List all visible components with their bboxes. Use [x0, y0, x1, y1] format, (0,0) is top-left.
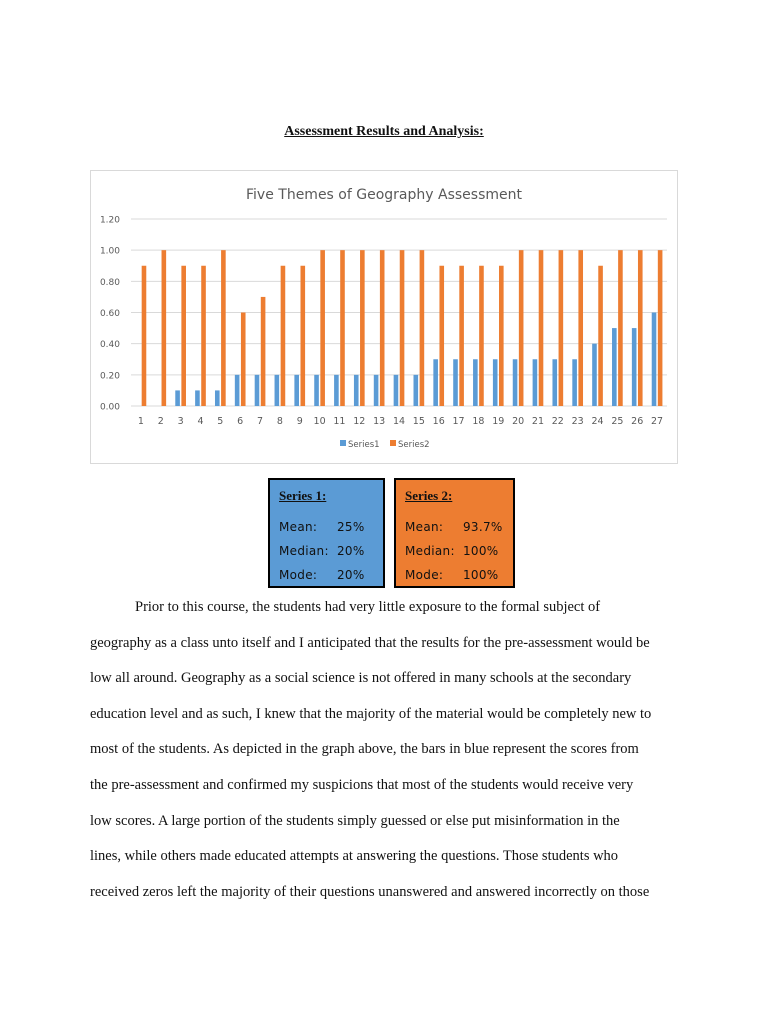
x-tick-label: 6	[237, 416, 244, 427]
x-tick-label: 14	[392, 416, 406, 427]
bar-series2-22	[559, 250, 564, 406]
paragraph-line: Prior to this course, the students had very little exposure to the formal subject of	[135, 599, 601, 615]
paragraph-line: received zeros left the majority of their questions unanswered and answered incorrectly on those	[90, 883, 650, 900]
x-tick-label: 2	[157, 416, 164, 427]
bar-series2-25	[618, 250, 623, 406]
series2-median-value: 100%	[463, 544, 499, 558]
bar-series2-26	[638, 250, 643, 406]
y-tick-label: 0.80	[99, 277, 120, 288]
series1-median-value: 20%	[337, 544, 365, 558]
x-tick-label: 19	[492, 416, 505, 427]
paragraph-line: geography as a class unto itself and I anticipated that the results for the pre-assessment would be	[90, 634, 650, 651]
x-tick-label: 3	[177, 416, 184, 427]
paragraph-line: lines, while others made educated attempts at answering the questions. Those students who	[90, 848, 619, 865]
x-tick-label: 9	[296, 416, 303, 427]
bar-series1-14	[394, 375, 399, 406]
series1-stats-title: Series 1:	[279, 488, 327, 503]
x-tick-label: 25	[611, 416, 624, 427]
series1-mode-label: Mode:	[279, 568, 318, 582]
bar-series1-9	[294, 375, 299, 406]
bar-series1-19	[493, 359, 498, 406]
bar-series1-4	[195, 390, 200, 406]
bar-series1-26	[632, 328, 637, 406]
paragraph-line: the pre-assessment and confirmed my suspicions that most of the students would receive very	[90, 776, 634, 793]
y-tick-label: 0.40	[99, 340, 120, 351]
series1-mean-row	[279, 518, 374, 542]
bar-series2-1	[142, 266, 147, 406]
series1-mode-value: 20%	[337, 568, 365, 582]
series1-mean-label: Mean:	[279, 520, 318, 534]
x-tick-label: 8	[276, 416, 283, 427]
bar-series2-13	[380, 250, 385, 406]
x-tick-label: 13	[373, 416, 386, 427]
bar-series1-18	[473, 359, 478, 406]
series2-mode-value: 100%	[463, 568, 499, 582]
bar-series2-19	[499, 266, 504, 406]
bar-series2-23	[578, 250, 583, 406]
analysis-paragraph	[90, 590, 682, 910]
y-tick-label: 0.00	[99, 402, 120, 413]
x-tick-label: 21	[531, 416, 545, 427]
y-tick-label: 0.60	[99, 309, 120, 319]
bar-series2-12	[360, 250, 365, 406]
legend-swatch-series1	[340, 440, 346, 446]
x-tick-label: 17	[452, 416, 465, 427]
bar-series2-10	[320, 250, 325, 406]
bar-series2-6	[241, 313, 246, 407]
bar-series2-27	[658, 250, 663, 406]
chart-title: Five Themes of Geography Assessment	[246, 187, 522, 203]
paragraph-line: education level and as such, I knew that the majority of the material would be completely new to	[90, 705, 652, 722]
page-heading: Assessment Results and Analysis:	[284, 124, 484, 139]
x-tick-label: 1	[137, 416, 144, 427]
x-tick-label: 7	[257, 416, 264, 427]
x-tick-label: 26	[631, 416, 644, 427]
x-tick-label: 5	[217, 416, 224, 427]
x-tick-label: 22	[551, 416, 564, 427]
bar-series1-13	[374, 375, 379, 406]
series2-stats-title: Series 2:	[405, 488, 453, 503]
bar-series1-27	[652, 313, 657, 407]
x-tick-label: 4	[197, 416, 204, 427]
y-tick-label: 1.00	[99, 246, 120, 257]
series2-mode-row	[405, 566, 504, 590]
bar-series2-21	[539, 250, 544, 406]
legend-swatch-series2	[390, 440, 396, 446]
series2-mode-label: Mode:	[405, 568, 444, 582]
series2-mean-value: 93.7%	[463, 520, 503, 534]
paragraph-line: low scores. A large portion of the students simply guessed or else put misinformation in the	[90, 812, 620, 829]
series2-stats-box	[394, 478, 515, 588]
y-tick-label: 1.20	[99, 215, 120, 226]
x-tick-label: 27	[651, 416, 664, 427]
x-tick-label: 24	[591, 416, 604, 427]
legend-label-series1: Series1	[348, 440, 380, 450]
bar-series2-2	[162, 250, 167, 406]
bar-series1-11	[334, 375, 339, 406]
series1-median-label: Median:	[279, 544, 329, 558]
bar-series1-10	[314, 375, 319, 406]
bar-series1-24	[592, 344, 597, 406]
bar-series2-4	[201, 266, 206, 406]
x-tick-label: 10	[313, 416, 326, 427]
bar-series2-11	[340, 250, 345, 406]
bar-series1-5	[215, 390, 220, 406]
bar-series2-18	[479, 266, 484, 406]
bar-series2-5	[221, 250, 226, 406]
bar-series1-21	[533, 359, 538, 406]
bar-series2-14	[400, 250, 405, 406]
x-tick-label: 23	[571, 416, 584, 427]
bar-series1-15	[414, 375, 419, 406]
x-tick-label: 11	[333, 416, 346, 427]
bar-series1-16	[433, 359, 438, 406]
x-tick-label: 20	[512, 416, 525, 427]
bar-series2-9	[300, 266, 305, 406]
bar-series1-23	[572, 359, 577, 406]
bar-series2-20	[519, 250, 524, 406]
bar-series2-17	[459, 266, 464, 406]
y-tick-label: 0.20	[99, 371, 120, 382]
bar-series2-8	[281, 266, 286, 406]
x-tick-label: 12	[353, 416, 366, 427]
bar-series1-7	[255, 375, 260, 406]
bar-series2-7	[261, 297, 266, 406]
series1-median-row	[279, 542, 374, 566]
series2-mean-label: Mean:	[405, 520, 444, 534]
series2-median-label: Median:	[405, 544, 455, 558]
bar-series1-25	[612, 328, 617, 406]
series1-mode-row	[279, 566, 374, 590]
bar-series1-20	[513, 359, 518, 406]
paragraph-line: most of the students. As depicted in the graph above, the bars in blue represent the scores from	[90, 741, 639, 758]
series1-stats-box	[268, 478, 385, 588]
x-tick-label: 18	[472, 416, 485, 427]
bar-series2-15	[420, 250, 425, 406]
chart-container	[90, 170, 678, 464]
bar-series2-24	[598, 266, 603, 406]
bar-series2-16	[439, 266, 444, 406]
series1-mean-value: 25%	[337, 520, 365, 534]
bar-series1-17	[453, 359, 458, 406]
paragraph-line: low all around. Geography as a social science is not offered in many schools at the secondary	[90, 670, 632, 687]
bar-chart	[91, 171, 677, 463]
bar-series2-3	[181, 266, 186, 406]
legend-label-series2: Series2	[398, 440, 430, 450]
series2-median-row	[405, 542, 504, 566]
bar-series1-12	[354, 375, 359, 406]
bar-series1-3	[175, 390, 180, 406]
bar-series1-6	[235, 375, 240, 406]
series2-mean-row	[405, 518, 504, 542]
x-tick-label: 16	[432, 416, 445, 427]
x-tick-label: 15	[412, 416, 425, 427]
bar-series1-22	[552, 359, 557, 406]
bar-series1-8	[275, 375, 280, 406]
